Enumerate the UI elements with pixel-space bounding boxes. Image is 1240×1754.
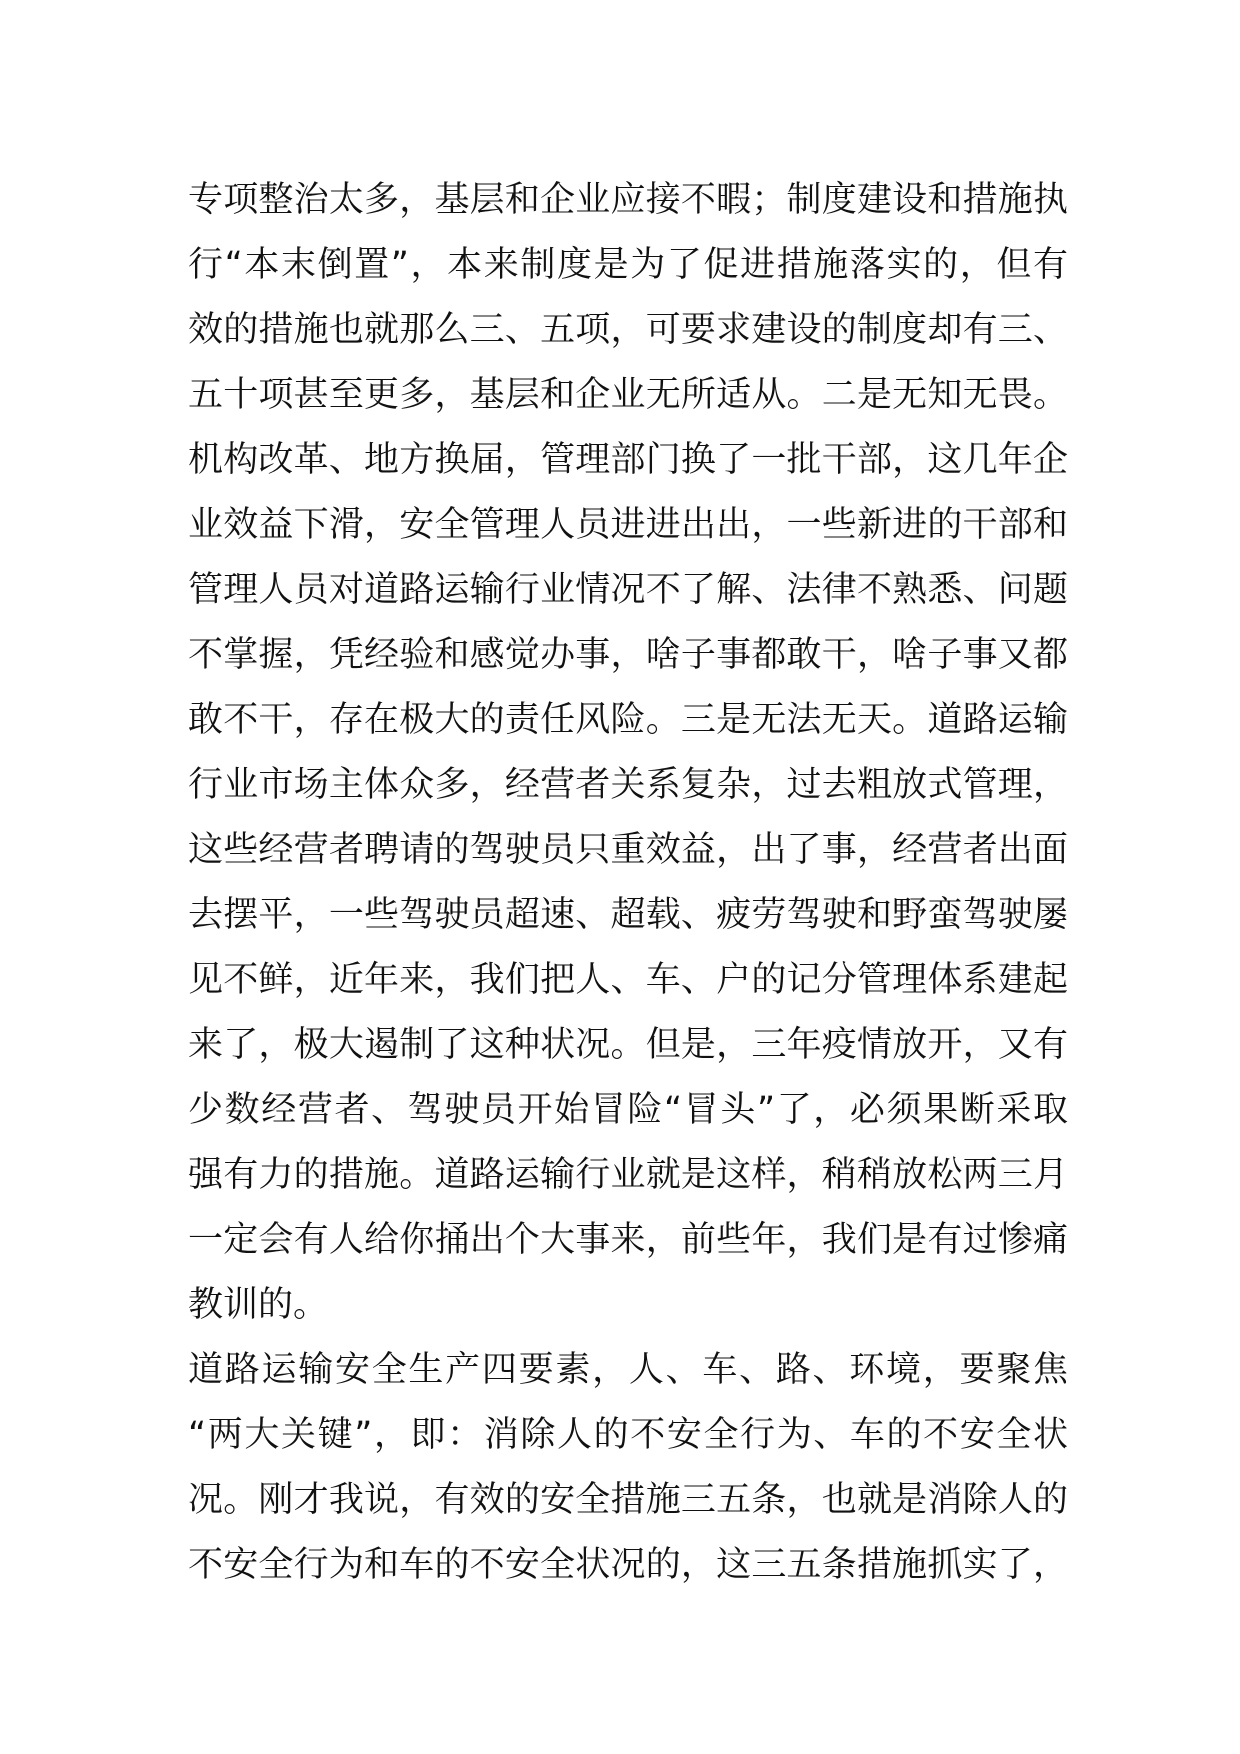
text-line: 这些经营者聘请的驾驶员只重效益，出了事，经营者出面 — [188, 830, 1068, 870]
text-line: 来了，极大遏制了这种状况。但是，三年疫情放开，又有 — [188, 1025, 1068, 1065]
text-line: 业效益下滑，安全管理人员进进出出，一些新进的干部和 — [188, 505, 1068, 545]
text-line: 敢不干，存在极大的责任风险。三是无法无天。道路运输 — [188, 700, 1068, 740]
text-line: “两大关键”，即：消除人的不安全行为、车的不安全状 — [188, 1415, 1068, 1455]
text-line: 行业市场主体众多，经营者关系复杂，过去粗放式管理， — [188, 765, 1068, 805]
text-line: 行“本末倒置”，本来制度是为了促进措施落实的，但有 — [188, 245, 1068, 285]
paragraph-2 — [188, 1338, 1068, 1598]
text-line: 效的措施也就那么三、五项，可要求建设的制度却有三、 — [188, 310, 1068, 350]
text-line: 见不鲜，近年来，我们把人、车、户的记分管理体系建起 — [188, 960, 1068, 1000]
text-line: 况。刚才我说，有效的安全措施三五条，也就是消除人的 — [188, 1480, 1068, 1520]
text-line: 少数经营者、驾驶员开始冒险“冒头”了，必须果断采取 — [188, 1090, 1068, 1130]
text-line: 不掌握，凭经验和感觉办事，啥子事都敢干，啥子事又都 — [188, 635, 1068, 675]
text-line: 专项整治太多，基层和企业应接不暇；制度建设和措施执 — [188, 180, 1068, 220]
text-line: 机构改革、地方换届，管理部门换了一批干部，这几年企 — [188, 440, 1068, 480]
text-line: 道路运输安全生产四要素，人、车、路、环境，要聚焦 — [188, 1350, 1068, 1390]
text-line: 五十项甚至更多，基层和企业无所适从。二是无知无畏。 — [188, 375, 1068, 415]
text-line: 强有力的措施。道路运输行业就是这样，稍稍放松两三月 — [188, 1155, 1068, 1195]
text-line: 管理人员对道路运输行业情况不了解、法律不熟悉、问题 — [188, 570, 1068, 610]
text-line: 不安全行为和车的不安全状况的，这三五条措施抓实了， — [188, 1545, 1068, 1585]
body-text — [188, 168, 1068, 1598]
text-line: 教训的。 — [188, 1285, 329, 1325]
text-line: 去摆平，一些驾驶员超速、超载、疲劳驾驶和野蛮驾驶屡 — [188, 895, 1068, 935]
paragraph-1 — [188, 168, 1068, 1338]
text-line: 一定会有人给你捅出个大事来，前些年，我们是有过惨痛 — [188, 1220, 1068, 1260]
